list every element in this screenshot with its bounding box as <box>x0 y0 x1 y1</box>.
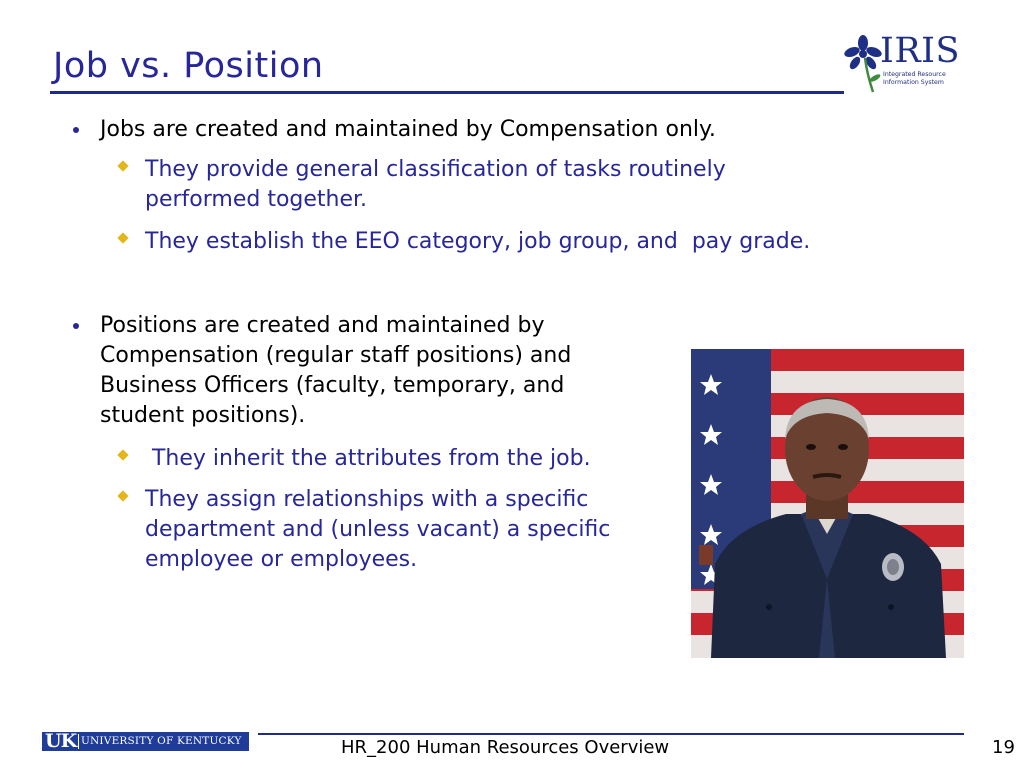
uk-logo-divider <box>78 734 79 749</box>
sub-bullet-line: department and (unless vacant) a specific <box>145 517 611 542</box>
sub-bullet-line: They assign relationships with a specific <box>145 487 589 512</box>
bullet-positions <box>100 311 660 431</box>
bullet-line: Business Officers (faculty, temporary, and <box>100 373 565 398</box>
diamond-bullet-icon <box>117 449 128 460</box>
university-name: UNIVERSITY OF KENTUCKY <box>81 735 242 747</box>
police-officer-with-flag-photo <box>691 349 964 658</box>
sub-bullet-line: They inherit the attributes from the job. <box>145 446 591 471</box>
iris-wordmark: IRIS <box>880 31 960 71</box>
title-underline <box>50 91 844 94</box>
iris-logo <box>843 31 960 96</box>
sub-bullet-inherit <box>145 444 665 474</box>
iris-subtitle-line2: Information System <box>883 79 944 86</box>
bullet-text: Jobs are created and maintained by Compensation only. <box>100 117 716 142</box>
bullet-line: Compensation (regular staff positions) and <box>100 343 572 368</box>
slide-title: Job vs. Position <box>53 46 324 86</box>
sub-bullet-relationships <box>145 485 685 575</box>
uk-mark: UK <box>45 730 77 752</box>
sub-bullet-line: They establish the EEO category, job group, and pay grade. <box>145 229 811 254</box>
iris-subtitle-line1: Integrated Resource <box>883 71 946 78</box>
footer-rule <box>258 733 964 735</box>
bullet-dot <box>73 127 79 133</box>
diamond-bullet-icon <box>117 232 128 243</box>
sub-bullet-eeo <box>145 227 945 257</box>
footer-text: HR_200 Human Resources Overview <box>341 737 670 758</box>
sub-bullet-line: They provide general classification of tasks routinely <box>145 157 726 182</box>
bullet-jobs <box>100 115 820 145</box>
university-of-kentucky-logo <box>42 732 249 751</box>
diamond-bullet-icon <box>117 490 128 501</box>
sub-bullet-line: employee or employees. <box>145 547 418 572</box>
flower-icon <box>843 34 883 96</box>
bullet-dot <box>73 323 79 329</box>
bullet-line: student positions). <box>100 403 306 428</box>
page-number: 19 <box>992 737 1015 758</box>
iris-subtitle <box>883 71 953 87</box>
sub-bullet-classification <box>145 155 865 215</box>
diamond-bullet-icon <box>117 160 128 171</box>
bullet-line: Positions are created and maintained by <box>100 313 545 338</box>
sub-bullet-line: performed together. <box>145 187 368 212</box>
